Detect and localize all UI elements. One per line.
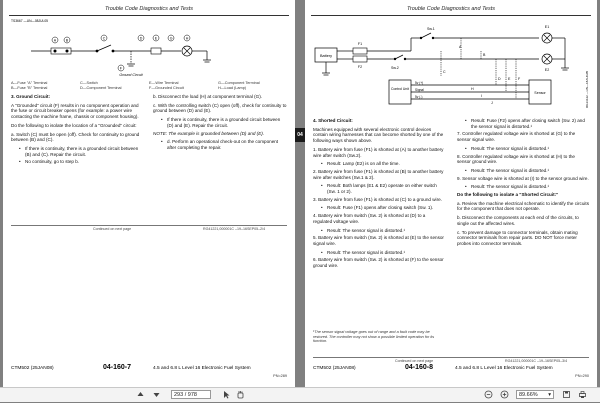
bullet-item: • If there is continuity, there is a grounded circuit between (D) and (E). Repair the circuit. — [161, 117, 281, 128]
legend-item: H—Load (Lamp) — [218, 85, 247, 90]
control-unit-label: Control Unit — [391, 87, 409, 91]
sensor-label: Sensor — [534, 91, 546, 95]
legend-item: C—Switch — [80, 81, 98, 85]
wire-label: 5v (-) — [415, 95, 423, 99]
legend — [11, 81, 287, 90]
hand-icon[interactable] — [236, 390, 245, 399]
bullet-item: • Result: The sensor signal is distorted.¹ — [465, 184, 550, 190]
short-point-label: J — [491, 101, 493, 105]
page-header: Trouble Code Diagnostics and Tests — [104, 6, 194, 12]
header-rule — [9, 15, 289, 16]
pointer-icon[interactable] — [222, 390, 231, 399]
short-point-label: E — [508, 77, 511, 81]
diagram-letter: H — [185, 36, 189, 41]
short-point-label: C — [443, 70, 446, 74]
step-text: 8. Controller regulated voltage wire is shorted at (H) to the sensor ground wire. — [457, 153, 575, 165]
bullet-item: • d. Perform an operational check-out on the component after completing the repair. — [161, 139, 279, 150]
left-page — [3, 0, 295, 387]
step-text: 7. Controller regulated voltage wire is shorted at (G) to the sensor signal wire. — [457, 131, 576, 143]
paragraph: Machines equipped with several electronic control devices contain wiring harnesses that can become shorted by one of the following ways shown above. — [313, 126, 444, 144]
arrow-down-icon[interactable] — [152, 390, 161, 399]
bullet-item: • Result: Both lamps (E1 & E2) operate on either switch (Sw. 1 or 2). — [321, 183, 437, 195]
left-column-1 — [11, 94, 141, 167]
wire-label: 5v (+) — [415, 81, 424, 85]
short-point-label: D — [498, 77, 501, 81]
section-tab: 04 — [295, 128, 305, 142]
bullet-item: • Result: Fuse (F1) opens after closing switch (Sw. 1). — [321, 205, 434, 211]
section-heading: 4. Shorted Circuit: — [313, 118, 353, 123]
footer-page-number: 04-160-7 — [103, 364, 132, 371]
footer-manual-id: CTM502 (25JAN08) — [11, 366, 54, 371]
switch-label: Sw.2 — [391, 66, 399, 70]
continued-text: Continued on next page — [93, 227, 132, 231]
bullet-item: • Result: The sensor signal is distorted.¹ — [465, 145, 550, 151]
ground-circuit-diagram — [11, 18, 287, 88]
page-header: Trouble Code Diagnostics and Tests — [406, 6, 496, 12]
paragraph: A "Grounded" circuit (F) results in no component operation and the fuse or circuit breaker opens (for example: a power wire contacting the machine frame, chassis or component housing). — [11, 102, 139, 120]
diagram-letter: C — [102, 36, 106, 41]
bullet-item: • If there is continuity, there is a grounded circuit between (B) and (C). Repair the circuit. — [19, 145, 139, 157]
diagram-letter: F — [119, 66, 122, 71]
footer-pn: PN=290 — [575, 374, 589, 378]
short-point-label: A — [459, 45, 462, 49]
zoom-in-icon[interactable] — [500, 390, 509, 399]
shorted-circuit-diagram — [311, 18, 591, 116]
diagram-letter: D — [139, 36, 143, 41]
diagram-code: RG13122 —UN—18AUG05 — [585, 70, 589, 108]
step-text: b. Disconnect the load (H) at component terminal (G). — [153, 94, 263, 99]
right-column-2 — [457, 118, 589, 250]
wire-label: Signal — [415, 88, 424, 92]
right-page — [305, 0, 597, 387]
diagram-letter: A — [53, 38, 57, 43]
footer-code: RG41221,000001C –19–16SEP05–2/4 — [203, 227, 266, 231]
fuse-label: F2 — [357, 65, 363, 69]
header-rule — [311, 15, 591, 16]
footer-title: 4.5 and 6.8 L Level 16 Electronic Fuel System — [153, 366, 251, 371]
footer-page-number: 04-160-8 — [405, 364, 434, 371]
paragraph: Do the following to isolate the location of a "Grounded" circuit: — [11, 122, 137, 128]
subheading: Do the following to isolate a "Shorted Circuit:" — [457, 192, 559, 198]
page-footer — [3, 363, 295, 387]
step-text: 5. Battery wire from switch (Sw. 2) is shorted at (E) to the sensor signal wire. — [313, 235, 444, 246]
continued-rule — [313, 357, 589, 358]
bullet-item: • Result: The sensor signal is distorted.¹ — [465, 167, 550, 173]
diagram-caption: Ground Circuit — [119, 73, 143, 77]
short-point-label: H — [471, 87, 474, 91]
footer-title: 4.5 and 6.8 L Level 16 Electronic Fuel System — [455, 366, 553, 371]
legend-item: B—Fuse "B" Terminal — [11, 85, 48, 90]
bullet-item: • Result: The sensor signal is distorted.¹ — [321, 227, 406, 233]
zoom-level-select[interactable] — [516, 390, 554, 399]
arrow-up-icon[interactable] — [136, 390, 145, 399]
zoom-level-value: 89.66% — [519, 392, 538, 398]
bullet-item: • No continuity, go to step b. — [19, 159, 80, 165]
print-icon[interactable] — [578, 390, 587, 399]
fuse-label: F1 — [357, 42, 363, 46]
short-point-label: F — [518, 77, 521, 81]
bullet-item: • Result: Fuse (F2) opens after closing switch (Sw. 2) and the sensor signal is distorted.¹ — [465, 118, 585, 129]
footer-code: RG41221,000001C –19–16SEP05–3/4 — [505, 359, 568, 363]
step-text: a. Switch (C) must be open (off). Check for continuity to ground between (B) and (C). — [11, 131, 140, 143]
legend-item: G—Component Terminal — [218, 81, 260, 85]
battery-label: Battery — [319, 54, 333, 58]
step-text: 2. Battery wire from fuse (F1) is shorted at (B) to another battery wire after switches (Sw.1 & 2). — [313, 168, 444, 180]
legend-item: E—Wire Terminal — [149, 81, 179, 85]
legend-item: D—Component Terminal — [80, 85, 122, 90]
diagram-letter: G — [169, 36, 173, 41]
chevron-down-icon: ▾ — [548, 392, 551, 398]
short-point-label: B — [483, 53, 486, 57]
continued-rule — [11, 225, 287, 226]
step-text: b. Disconnect the components at each end of the circuits, to single out the affected wires. — [457, 215, 579, 226]
lamp-label: E2 — [544, 68, 550, 72]
right-column-1 — [313, 118, 445, 272]
footnote: ¹The sensor signal voltage goes out of range and a fault code may be restored. The controller may not show a possible limited operation for its function. — [313, 330, 435, 343]
step-text: a. Review the machine electrical schematic to identify the circuits for the component that does not operate. — [457, 200, 589, 212]
bullet-item: • Result: The sensor signal is distorted.¹ — [321, 249, 406, 255]
save-icon[interactable] — [562, 390, 571, 399]
note-text: NOTE: The example is grounded between (D) and (E). — [153, 130, 265, 136]
legend-item: F—Grounded Circuit — [149, 85, 184, 90]
short-point-label: I — [481, 94, 482, 98]
step-text: 9. Sensor voltage wire is shorted at (I) to the sensor ground wire. — [457, 175, 589, 181]
diagram-letter: B — [65, 38, 69, 43]
step-text: c. With the controlling switch (C) open (off), check for continuity to ground between (D) and (E). — [153, 102, 287, 114]
switch-label: Sw.1 — [427, 27, 435, 31]
lamp-label: E1 — [544, 25, 550, 29]
step-text: 3. Battery wire from fuse (F1) is shorted at (C) to a ground wire. — [313, 196, 442, 202]
left-column-2 — [153, 94, 287, 153]
step-text: 1. Battery wire from fuse (F1) is shorted at (A) to another battery wire after switch (Sw.2). — [313, 146, 444, 158]
continued-text: Continued on next page — [395, 359, 434, 363]
step-text: c. To prevent damage to connector terminals, obtain mating connector terminals from repair parts. DO NOT force meter probes into connector terminals. — [457, 229, 578, 246]
diagram-code: TS3667 —UN—08JUL05 — [11, 19, 49, 23]
diagram-letter: E — [154, 36, 158, 41]
step-text: 6. Battery wire from switch (Sw. 2) is shorted at (F) to the sensor ground wire. — [313, 257, 444, 269]
viewer-toolbar — [0, 387, 600, 402]
footer-manual-id: CTM502 (25JAN08) — [313, 366, 356, 371]
page-number-input[interactable]: 293 / 978 — [171, 390, 211, 399]
bullet-item: • Result: Lamp (E2) is on all the time. — [321, 161, 400, 167]
step-text: 4. Battery wire from switch (Sw. 2) is shorted at (D) to a regulated voltage wire. — [313, 213, 426, 224]
legend-item: A—Fuse "A" Terminal — [11, 81, 48, 85]
zoom-out-icon[interactable] — [484, 390, 493, 399]
page-footer — [305, 363, 597, 387]
footer-pn: PN=289 — [273, 374, 287, 378]
section-heading: 3. Ground Circuit: — [11, 94, 51, 99]
